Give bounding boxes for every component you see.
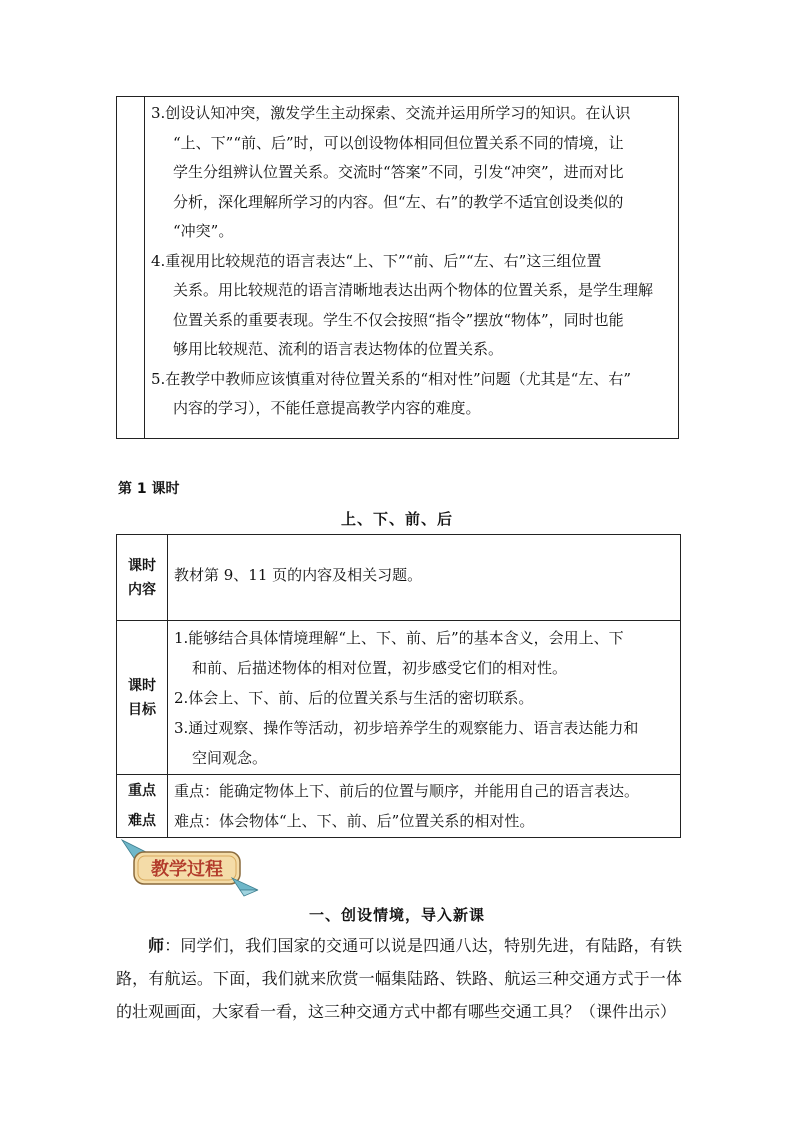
list-item: 3.通过观察、操作等活动，初步培养学生的观察能力、语言表达能力和 空间观念。 <box>174 718 639 767</box>
lesson-paragraph <box>116 929 682 1028</box>
lesson-label: 第 1 课时 <box>118 481 180 497</box>
list-item: 5.在教学中教师应该慎重对待位置关系的“相对性”问题（尤其是“左、右” 内容的学习），不能任意提高教学内容的难度。 <box>151 369 631 417</box>
content-body: 教材第 9、11 页的内容及相关习题。 <box>168 535 681 621</box>
table-left-column <box>117 97 145 438</box>
list-item: 4.重视用比较规范的语言表达“上、下”“前、后”“左、右”这三组位置 关系。用比较规范的语言清晰地表达出两个物体的位置关系，是学生理解 位置关系的重要表现。学生不仅会按照“指令”摆放“物体”，同时也能 够用比较规范、流利的语言表达物体的位置关系。 <box>151 251 654 358</box>
speaker-label: 师 <box>148 936 165 955</box>
teaching-process-badge <box>120 838 260 898</box>
list-item: 3.创设认知冲突，激发学生主动探索、交流并运用所学习的知识。在认识 “上、下”“前、后”时，可以创设物体相同但位置关系不同的情境，让 学生分组辨认位置关系。交流时“答案”不同，引发“冲突”，进而对比 分析，深化理解所学习的内容。但“左、右”的教学不适宜创设类似的 “冲突”。 <box>151 104 631 240</box>
paper-plane-badge-graphic <box>120 838 260 898</box>
lesson-title: 上、下、前、后 <box>340 510 453 528</box>
keypoints-head: 重点 难点 <box>117 775 168 838</box>
keypoints-body: 重点：能确定物体上下、前后的位置与顺序，并能用自己的语言表达。 难点：体会物体“上、下、前、后”位置关系的相对性。 <box>168 775 681 838</box>
badge-text: 教学过程 <box>151 859 223 880</box>
objectives-head: 课时 目标 <box>117 621 168 775</box>
table-row <box>117 621 681 775</box>
section-title: 一、创设情境，导入新课 <box>308 906 485 924</box>
table-row <box>117 535 681 621</box>
table-row <box>117 775 681 838</box>
top-note-list <box>145 97 678 438</box>
list-item: 1.能够结合具体情境理解“上、下、前、后”的基本含义，会用上、下 和前、后描述物体的相对位置，初步感受它们的相对性。 <box>174 628 624 677</box>
list-item: 2.体会上、下、前、后的位置关系与生活的密切联系。 <box>174 688 534 707</box>
lesson-info-table <box>116 534 681 838</box>
content-head: 课时 内容 <box>117 535 168 621</box>
objectives-body <box>168 621 681 775</box>
paragraph-text: ：同学们，我们国家的交通可以说是四通八达，特别先进，有陆路，有铁路，有航运。下面，我们就来欣赏一幅集陆路、铁路、航运三种交通方式于一体的壮观画面，大家看一看，这三种交通方式中都有哪些交通工具？（课件出示） <box>116 936 682 1021</box>
top-note-table <box>116 96 679 439</box>
